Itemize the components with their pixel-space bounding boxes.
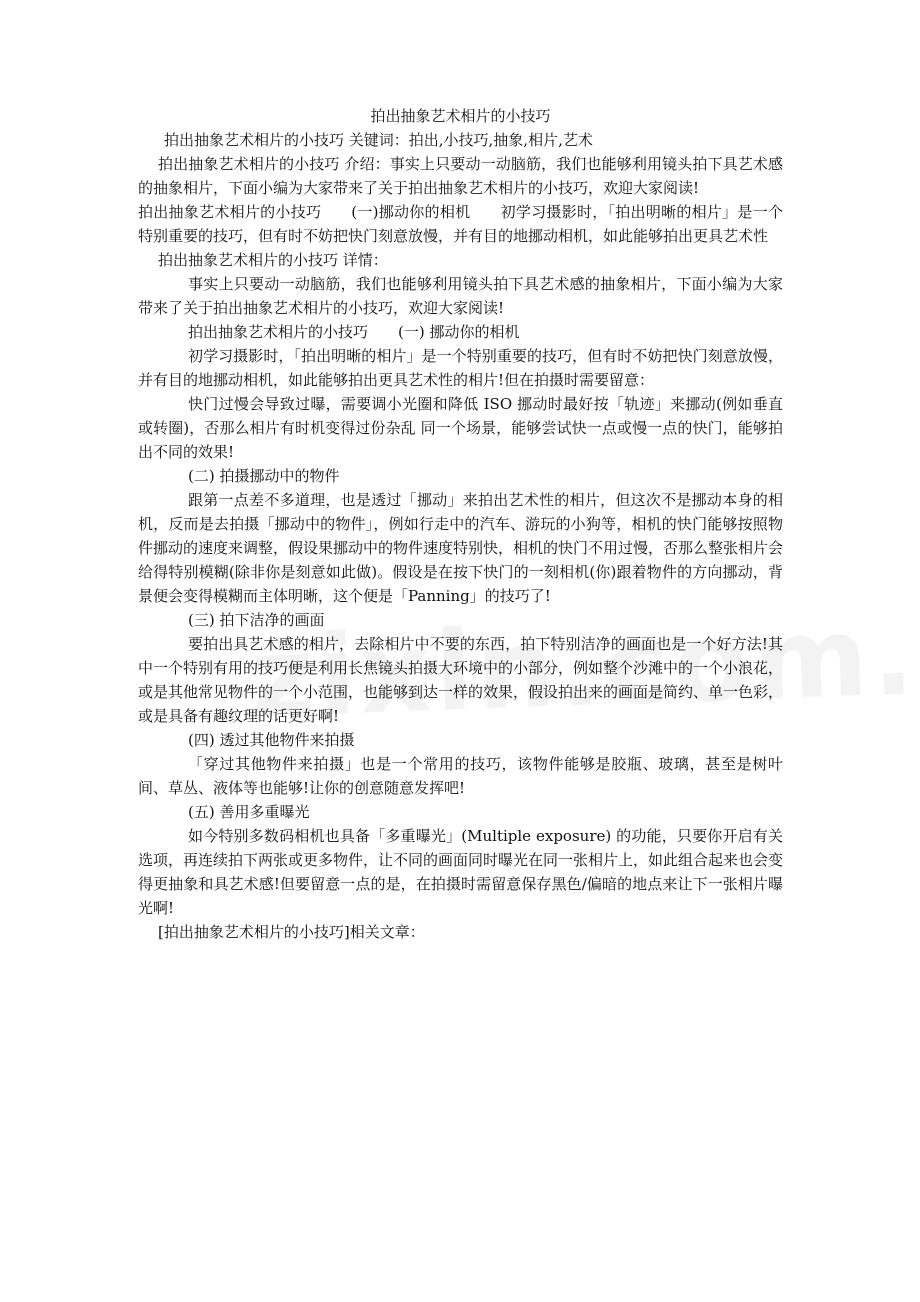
related-articles-label: [拍出抽象艺术相片的小技巧]相关文章： [158, 923, 425, 941]
body-paragraph-4: 跟第一点差不多道理，也是透过「挪动」来拍出艺术性的相片，但这次不是挪动本身的相机，反而是去拍摄「挪动中的物件」，例如行走中的汽车、游玩的小狗等，相机的快门能够按照物件挪动的速度来调整，假设果挪动中的物件速度特别快，相机的快门不用过慢，否那么整张相片会给得特别模糊(除非你是刻意如此做)。假设是在按下快门的一刻相机(你)跟着物件的方向挪动，背景便会变得模糊而主体明晰，这个便是「Panning」的技巧了! [138, 491, 784, 605]
page-title: 拍出抽象艺术相片的小技巧 [370, 107, 551, 125]
body-paragraph-6: 「穿过其他物件来拍摄」也是一个常用的技巧，该物件能够是胶瓶、玻璃，甚至是树叶间、草丛、液体等也能够!让你的创意随意发挥吧! [138, 755, 783, 797]
detail-label: 拍出抽象艺术相片的小技巧 详情： [158, 251, 388, 269]
intro-paragraph: 拍出抽象艺术相片的小技巧 介绍：事实上只要动一动脑筋，我们也能够利用镜头拍下具艺术感的抽象相片，下面小编为大家带来了关于拍出抽象艺术相片的小技巧，欢迎大家阅读! [138, 155, 783, 197]
body-paragraph-5: 要拍出具艺术感的相片，去除相片中不要的东西，拍下特别洁净的画面也是一个好方法!其中一个特别有用的技巧便是利用长焦镜头拍摄大环境中的小部分，例如整个沙滩中的一个小浪花，或是其他常见物件的一个小范围，也能够到达一样的效果，假设拍出来的画面是简约、单一色彩，或是具备有趣纹理的话更好啊! [138, 635, 784, 725]
intro-continuation [138, 200, 783, 248]
section-heading-4: (四) 透过其他物件来拍摄 [188, 731, 355, 749]
section-heading-5: (五) 善用多重曝光 [188, 803, 310, 821]
intro-cont-title: 拍出抽象艺术相片的小技巧 [138, 203, 322, 221]
section-heading-1 [138, 320, 783, 344]
body-paragraph-3: 快门过慢会导致过曝，需要调小光圈和降低 ISO 挪动时最好按「轨迹」来挪动(例如垂直或转圈)，否那么相片有时机变得过份杂乱 同一个场景，能够尝试快一点或慢一点的快门，能够拍出不同的效果! [138, 395, 783, 461]
keywords-line: 拍出抽象艺术相片的小技巧 关键词：拍出,小技巧,抽象,相片,艺术 [164, 131, 593, 149]
section-heading-3: (三) 拍下洁净的画面 [188, 611, 325, 629]
intro-cont-text: 初学习摄影时，「拍出明晰的相片」是一个特别重要的技巧，但有时不妨把快门刻意放慢，并有目的地挪动相机，如此能够拍出更具艺术性 [138, 203, 783, 245]
section-heading-1-title: 拍出抽象艺术相片的小技巧 [188, 323, 369, 341]
body-paragraph-2: 初学习摄影时，「拍出明晰的相片」是一个特别重要的技巧，但有时不妨把快门刻意放慢，并有目的地挪动相机，如此能够拍出更具艺术性的相片!但在拍摄时需要留意： [138, 347, 783, 389]
body-paragraph-7: 如今特别多数码相机也具备「多重曝光」(Multiple exposure) 的功能，只要你开启有关选项，再连续拍下两张或更多物件，让不同的画面同时曝光在同一张相片上，如此组合起来也会变得更抽象和具艺术感!但要留意一点的是，在拍摄时需留意保存黑色/偏暗的地点来让下一张相片曝光啊! [138, 827, 784, 917]
section-heading-2: (二) 拍摄挪动中的物件 [188, 467, 340, 485]
body-paragraph-1: 事实上只要动一动脑筋，我们也能够利用镜头拍下具艺术感的抽象相片，下面小编为大家带来了关于拍出抽象艺术相片的小技巧，欢迎大家阅读! [138, 275, 783, 317]
document-page [138, 104, 783, 944]
intro-cont-heading: (一)挪动你的相机 [351, 203, 471, 221]
section-heading-1-label: (一) 挪动你的相机 [398, 323, 520, 341]
